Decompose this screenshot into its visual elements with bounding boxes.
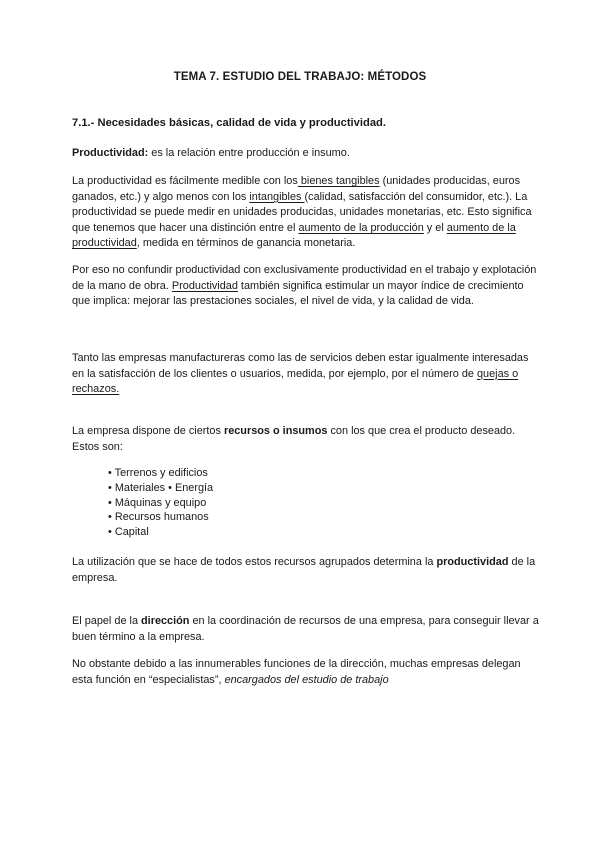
list-item: • Recursos humanos [108, 511, 209, 524]
text-run: y el [423, 221, 447, 234]
text-run: La empresa dispone de ciertos [72, 425, 224, 437]
text-run: El papel de la [72, 615, 142, 627]
underlined-term: aumento de la producción [298, 221, 424, 234]
text-run: con los que crea el producto deseado. Estos son: [72, 425, 516, 453]
underlined-term: bienes tangibles [297, 175, 380, 187]
underlined-term: quejas o rechazos. [72, 367, 519, 396]
section-heading: 7.1.- Necesidades básicas, calidad de vida y productividad. [72, 117, 386, 129]
paragraph-utilization [72, 555, 542, 586]
text-run: (calidad, satisfacción del consumidor, etc.). La productividad se puede medir en unidades producidas, unidades monetarias, etc. Esto significa que tenemos que hacer una distinción entre el [72, 190, 532, 234]
text-run: (unidades producidas, euros ganados, etc.) y algo menos con los [72, 175, 521, 203]
paragraph-definition [72, 146, 542, 162]
bold-term: recursos o insumos [223, 425, 328, 437]
text-run: Por eso no confundir productividad con exclusivamente productividad en el trabajo y explotación de la mano de obra. [72, 264, 537, 292]
underlined-term: intangibles [249, 190, 305, 203]
bold-term: productividad [436, 556, 509, 568]
text-run: No obstante debido a las innumerables funciones de la dirección, muchas empresas delegan esta función en “especialistas”, [72, 658, 521, 686]
paragraph-direction [72, 614, 542, 645]
underlined-term: Productividad [171, 279, 238, 292]
text-run: también significa estimular un mayor índice de crecimiento que implica: mejorar las prestaciones sociales, el nivel de vida, y la calidad de vida. [72, 279, 524, 308]
text-run: La utilización que se hace de todos estos recursos agrupados determina la [72, 556, 437, 568]
list-item: • Materiales • Energía [108, 481, 214, 494]
bold-term: dirección [141, 615, 190, 627]
definition-text: es la relación entre producción e insumo. [148, 147, 350, 159]
text-run: La productividad es fácilmente medible con los [72, 175, 298, 187]
italic-term: encargados del estudio de trabajo [224, 673, 389, 686]
document-title: TEMA 7. ESTUDIO DEL TRABAJO: MÉTODOS [173, 71, 427, 83]
text-run: en la coordinación de recursos de una empresa, para conseguir llevar a buen término a la empresa. [72, 615, 539, 643]
text-run: , medida en términos de ganancia monetaria. [136, 237, 356, 250]
list-item: • Terrenos y edificios [108, 467, 208, 479]
paragraph-measurement [72, 174, 542, 252]
text-run: de la empresa. [72, 556, 536, 584]
list-item: • Capital [108, 526, 149, 539]
resource-list [108, 466, 213, 540]
paragraph-delegation [72, 657, 542, 688]
paragraph-companies [72, 351, 542, 398]
paragraph-resources [72, 424, 542, 455]
underlined-term: aumento de la productividad [72, 221, 516, 250]
list-item: • Máquinas y equipo [108, 496, 207, 509]
text-run: Tanto las empresas manufactureras como las de servicios deben estar igualmente interesadas en la satisfacción de los clientes o usuarios, medida, por ejemplo, por el número de [72, 352, 529, 380]
definition-term: Productividad: [72, 147, 149, 159]
paragraph-confusion [72, 263, 542, 310]
